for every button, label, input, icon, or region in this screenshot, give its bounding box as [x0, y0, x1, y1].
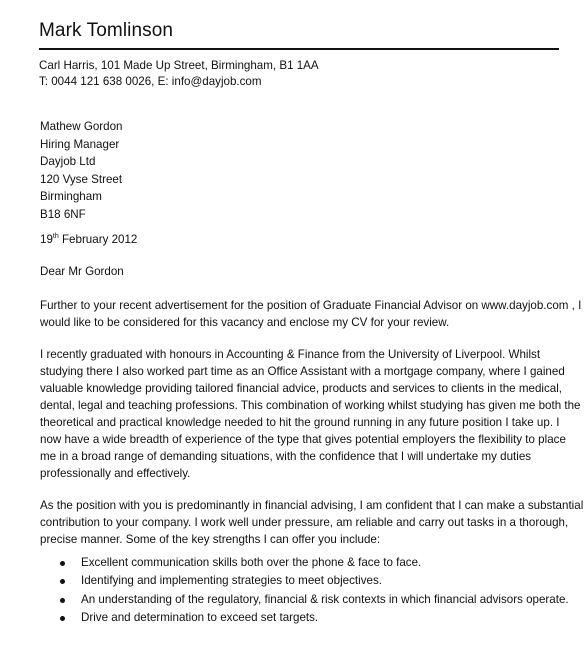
bullet-icon: [60, 579, 65, 584]
sender-address: Carl Harris, 101 Made Up Street, Birmingham, B1 1AA: [39, 59, 319, 72]
strength-text: An understanding of the regulatory, financial & risk contexts in which financial advisors operate.: [81, 592, 569, 606]
list-item: [60, 572, 569, 590]
bullet-icon: [60, 616, 65, 621]
strength-text: Identifying and implementing strategies to meet objectives.: [81, 574, 382, 588]
paragraph-experience: [40, 346, 581, 482]
paragraph-line: me in a broad range of demanding situations, with the confidence that I will undertake my duties: [40, 450, 532, 463]
date-suffix: th: [52, 233, 59, 240]
strength-text: Excellent communication skills both over the phone & face to face.: [81, 556, 422, 569]
strengths-list: [60, 554, 569, 627]
list-item: [60, 554, 569, 572]
paragraph-line: studying there I also worked part time as an Office Assistant with a mortgage company, where I gained: [40, 365, 565, 378]
paragraph-line: professionally and effectively.: [40, 467, 191, 480]
recipient-company: Dayjob Ltd: [40, 155, 96, 168]
bullet-icon: [60, 598, 65, 603]
paragraph-line: contribution to your company. I work well under pressure, am reliable and carry out tasks in a thorough,: [40, 516, 569, 529]
paragraph-intro: [40, 297, 582, 331]
sender-name: Mark Tomlinson: [39, 20, 174, 41]
list-item: [60, 609, 569, 627]
paragraph-line: Further to your recent advertisement for the position of Graduate Financial Advisor on www.dayjob.com , I: [40, 299, 582, 312]
salutation: Dear Mr Gordon: [40, 265, 124, 278]
paragraph-line: valuable knowledge providing tailored financial advice, products and services to clients in the medical,: [40, 382, 563, 395]
list-item: [60, 591, 569, 609]
recipient-postcode: B18 6NF: [40, 207, 86, 221]
paragraph-strengths-intro: [40, 497, 584, 548]
strength-text: Drive and determination to exceed set targets.: [81, 610, 319, 624]
recipient-block: [40, 118, 123, 223]
recipient-name: Mathew Gordon: [40, 120, 123, 133]
paragraph-line: precise manner. Some of the key strengths I can offer you include:: [40, 533, 381, 546]
paragraph-line: theoretical and practical knowledge needed to hit the ground running in any future position I take up. I: [40, 416, 560, 429]
recipient-street: 120 Vyse Street: [40, 172, 123, 186]
header-divider: [39, 48, 559, 50]
date-month-year: February 2012: [58, 233, 138, 246]
paragraph-line: dental, legal and teaching professions. This combination of working whilst studying has given me both the: [40, 399, 581, 412]
recipient-title: Hiring Manager: [40, 137, 120, 151]
bullet-icon: [60, 561, 65, 566]
date-day: 19: [40, 233, 53, 246]
paragraph-line: As the position with you is predominantly in financial advising, I am confident that I can make a substantial: [40, 499, 584, 512]
paragraph-line: would like to be considered for this vacancy and enclose my CV for your review.: [40, 316, 450, 329]
sender-phone-email: T: 0044 121 638 0026, E: info@dayjob.com: [39, 75, 262, 88]
sender-contact: [39, 58, 319, 90]
paragraph-line: now have a wide breadth of experience of the type that gives potential employers the flexibility to place: [40, 433, 566, 446]
recipient-city: Birmingham: [40, 190, 102, 203]
letter-date: [40, 233, 137, 246]
paragraph-line: I recently graduated with honours in Accounting & Finance from the University of Liverpool. Whilst: [40, 348, 541, 361]
